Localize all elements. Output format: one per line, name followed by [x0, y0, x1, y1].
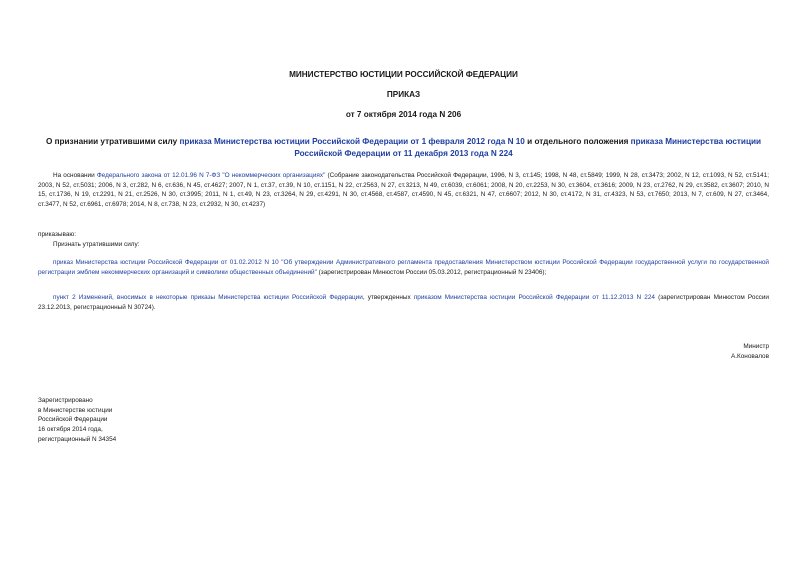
basis-citations: (Собрание законодательства Российской Федерации, 1996, N 3, ст.145; 1998, N 48, ст.5849; 1999, N 28, ст.3473; 2002, N 12, ст.1093, N 52, ст.5141; 2003, N 52, ст.5031; 2006, N 3, ст.282, N 6, ст.636, N 45, ст.4627; 2007, N 1, ст.37, ст.39, N 10, ст.1151, N 22, ст.2563, N 27, ст.3213, N 49, ст.6039, ст.6061; 2008, N 20, ст.2253, N 30, ст.3604, ст.3616; 2009, N 23, ст.2762, N 29, ст.3582, ст.3607; 2010, N 15, ст.1736, N 19, ст.2291, N 21, ст.2526, N 30, ст.3995; 2011, N 1, ст.49, N 23, ст.3264, N 29, ст.4291, N 30, ст.4568, ст.4587, ст.4590, N 45, ст.6321, N 47, ст.6607; 2012, N 30, ст.4172, N 31, ст.4323, N 53, ст.7650; 2013, N 7, ст.609, N 27, ст.3464, ст.3477, N 52, ст.6961, ст.6978; 2014, N 8, ст.738, N 23, ст.2932, N 30, ст.4237): [38, 172, 769, 209]
title-link-order-10[interactable]: приказа Министерства юстиции Российской Федерации от 1 февраля 2012 года N 10: [179, 137, 525, 146]
title-prefix: О признании утратившими силу: [45, 137, 180, 146]
ministry-heading: МИНИСТЕРСТВО ЮСТИЦИИ РОССИЙСКОЙ ФЕДЕРАЦИИ: [289, 70, 518, 79]
signature-block: [731, 342, 769, 361]
title-middle: и отдельного положения: [524, 137, 631, 146]
registration-block: [38, 396, 116, 445]
signer-position: Министр: [743, 343, 769, 350]
item2-text-1: , утвержденных: [362, 294, 414, 301]
repealed-item-2: [38, 293, 769, 312]
registration-line-2: в Министерстве юстиции: [38, 406, 113, 414]
registration-line-1: Зарегистрировано: [38, 397, 93, 404]
registration-line-4: 16 октября 2014 года,: [38, 426, 103, 434]
title-link-order-224[interactable]: приказа Министерства юстиции Российской Федерации от 11 декабря 2013 года N 224: [294, 137, 762, 158]
registration-line-5: регистрационный N 34354: [38, 435, 117, 443]
document-date-number: от 7 октября 2014 года N 206: [345, 110, 462, 119]
item1-registration-text: (зарегистрирован Минюстом России 05.03.2012, регистрационный N 23406);: [316, 268, 547, 276]
orders-word: приказываю:: [38, 231, 76, 238]
document-title: [38, 136, 769, 160]
order-224-link[interactable]: приказом Министерства юстиции Российской Федерации от 11.12.2013 N 224: [413, 294, 655, 301]
document-type-heading: ПРИКАЗ: [386, 90, 421, 99]
basis-prefix: На основании: [53, 172, 97, 179]
changes-point-2-link[interactable]: пункт 2 Изменений, вносимых в некоторые приказы Министерства юстиции Российской Федерации: [53, 294, 363, 301]
basis-paragraph: [38, 171, 769, 210]
federal-law-link[interactable]: Федерального закона от 12.01.96 N 7-ФЗ "О некоммерческих организациях": [96, 172, 326, 179]
recognize-paragraph: Признать утратившими силу:: [53, 241, 140, 248]
registration-line-3: Российской Федерации: [38, 416, 108, 424]
repealed-item-1: [38, 258, 769, 277]
item2-registration-text: (зарегистрирован Минюстом России 23.12.2013, регистрационный N 30724).: [38, 294, 769, 311]
order-10-link[interactable]: приказ Министерства юстиции Российской Федерации от 01.02.2012 N 10 "Об утверждении Административного регламента предоставления Министерством юстиции Российской Федерации государственной услуги по государственной регистрации эмблем некоммерческих организаций и символики общественных объединений": [38, 259, 769, 276]
signer-name: А.Коновалов: [730, 352, 769, 360]
